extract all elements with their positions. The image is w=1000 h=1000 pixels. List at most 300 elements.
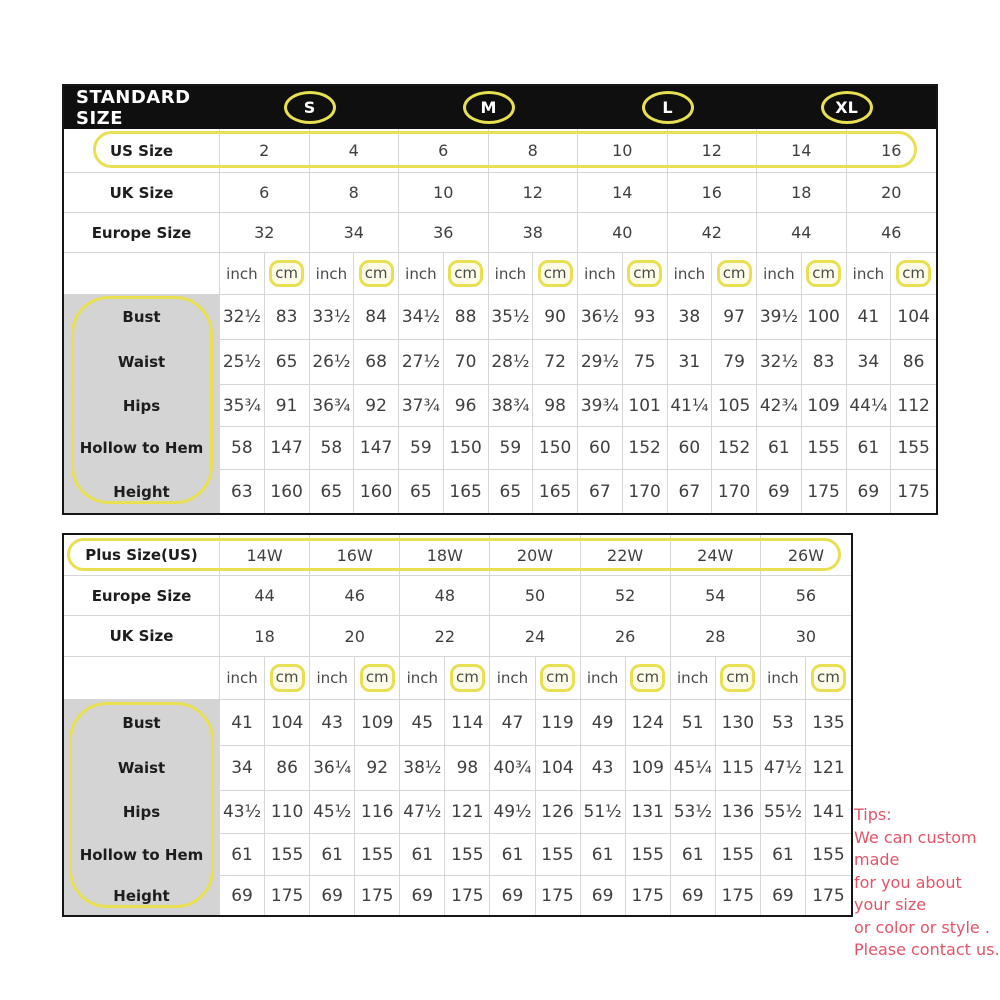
measurement-value: 53½	[671, 791, 716, 833]
table-row	[64, 469, 936, 513]
measurement-value: 155	[802, 427, 847, 469]
cm-unit-cell	[354, 253, 399, 294]
size-value: 26	[581, 616, 671, 656]
size-value: 22	[400, 616, 490, 656]
inch-unit-label: inch	[494, 264, 527, 283]
table-row	[64, 294, 936, 339]
size-group-oval-l: L	[642, 91, 694, 124]
measurement-value: 69	[490, 876, 535, 915]
measurement-value: 105	[712, 385, 757, 426]
size-value: 8	[310, 173, 400, 212]
inch-unit-cell	[399, 253, 444, 294]
table-row	[64, 384, 936, 426]
measurement-value: 68	[354, 340, 399, 384]
measurement-value: 65	[265, 340, 310, 384]
measurement-value: 88	[444, 295, 489, 339]
measurement-value: 26½	[310, 340, 355, 384]
size-value: 18	[220, 616, 310, 656]
measurement-value: 93	[623, 295, 668, 339]
size-value: 24	[490, 616, 580, 656]
measurement-value: 53	[761, 700, 806, 745]
measurement-value: 27½	[399, 340, 444, 384]
measurement-value: 147	[354, 427, 399, 469]
size-value: 8	[489, 129, 579, 172]
size-value: 46	[881, 223, 902, 242]
measurement-value: 92	[355, 746, 400, 790]
size-value: 44	[757, 213, 847, 252]
measurement-value: 34½	[399, 295, 444, 339]
measurement-value: 110	[265, 791, 310, 833]
measurement-value: 40¾	[490, 746, 535, 790]
measurement-value: 67	[578, 470, 623, 513]
inch-unit-label: inch	[316, 669, 348, 687]
inch-unit-cell	[489, 253, 534, 294]
row-label: Plus Size(US)	[64, 535, 220, 575]
table-row	[64, 656, 851, 699]
measurement-value: 92	[354, 385, 399, 426]
measurement-value: 59	[489, 427, 534, 469]
measurement-value: 155	[897, 438, 930, 458]
size-value: 2	[220, 129, 310, 172]
measurement-value: 104	[536, 746, 581, 790]
cm-unit-cell	[626, 657, 671, 699]
measurement-value: 37¾	[399, 385, 444, 426]
size-value: 50	[490, 576, 580, 615]
cm-unit-highlight: cm	[717, 260, 752, 288]
measurement-value: 41	[847, 295, 892, 339]
cm-unit-cell	[623, 253, 668, 294]
measurement-value: 69	[847, 470, 892, 513]
table-row	[64, 875, 851, 915]
measurement-value: 155	[626, 834, 671, 875]
size-value: 16	[881, 141, 902, 160]
measurement-label: Bust	[64, 295, 220, 339]
measurement-value: 119	[536, 700, 581, 745]
inch-unit-cell	[847, 253, 892, 294]
size-value: 34	[310, 213, 400, 252]
measurement-value: 33½	[310, 295, 355, 339]
measurement-value: 41	[220, 700, 265, 745]
row-label: UK Size	[64, 616, 220, 656]
inch-unit-label: inch	[406, 669, 439, 687]
size-value: 56	[795, 586, 817, 605]
measurement-value: 65	[310, 470, 355, 513]
measurement-value: 47½	[761, 746, 806, 790]
tips-title: Tips:	[854, 805, 892, 824]
measurement-value: 150	[533, 427, 578, 469]
measurement-value: 61	[490, 834, 535, 875]
measurement-value: 35½	[489, 295, 534, 339]
size-value: 52	[581, 576, 671, 615]
cm-unit-highlight: cm	[270, 664, 305, 692]
size-value: 20	[310, 616, 400, 656]
measurement-value: 98	[445, 746, 490, 790]
measurement-value: 152	[712, 427, 757, 469]
size-value: 26W	[787, 545, 825, 565]
table-row	[64, 575, 851, 615]
measurement-value: 38¾	[489, 385, 534, 426]
measurement-value: 109	[355, 700, 400, 745]
inch-unit-cell	[400, 657, 445, 699]
size-value: 20W	[490, 535, 580, 575]
measurement-value: 155	[265, 834, 310, 875]
measurement-label: Hips	[64, 385, 220, 426]
size-value: 14	[757, 129, 847, 172]
measurement-value: 98	[533, 385, 578, 426]
inch-unit-label: inch	[226, 669, 258, 687]
size-value: 54	[671, 576, 761, 615]
tips-line: We can custom made	[854, 827, 977, 869]
measurement-value: 61	[310, 834, 355, 875]
size-value: 48	[400, 576, 490, 615]
measurement-value: 155	[536, 834, 581, 875]
measurement-value: 34	[847, 340, 892, 384]
cm-unit-highlight: cm	[806, 260, 841, 288]
measurement-value: 67	[668, 470, 713, 513]
size-value: 46	[310, 576, 400, 615]
measurement-value: 65	[399, 470, 444, 513]
measurement-value: 58	[310, 427, 355, 469]
measurement-value: 51	[671, 700, 716, 745]
row-label: UK Size	[64, 173, 220, 212]
row-label: US Size	[64, 129, 220, 172]
measurement-value: 43½	[220, 791, 265, 833]
measurement-value: 41¼	[668, 385, 713, 426]
inch-unit-cell	[310, 657, 355, 699]
measurement-value: 114	[445, 700, 490, 745]
measurement-value: 121	[812, 758, 845, 778]
tips-lines	[854, 827, 1000, 962]
table-row	[64, 212, 936, 252]
size-value: 40	[578, 213, 668, 252]
measurement-value: 32½	[220, 295, 265, 339]
cm-unit-cell	[265, 657, 310, 699]
inch-unit-cell	[220, 657, 265, 699]
cm-unit-highlight: cm	[359, 260, 394, 288]
measurement-value: 126	[536, 791, 581, 833]
measurement-value: 39½	[757, 295, 802, 339]
size-value: 10	[399, 173, 489, 212]
cm-unit-highlight: cm	[360, 664, 395, 692]
unit-row-label	[64, 657, 220, 699]
inch-unit-cell	[220, 253, 265, 294]
measurement-value: 43	[310, 700, 355, 745]
inch-unit-cell	[757, 253, 802, 294]
size-value: 14	[578, 173, 668, 212]
measurement-label: Height	[64, 470, 220, 513]
cm-unit-cell	[445, 657, 490, 699]
measurement-value: 175	[626, 876, 671, 915]
measurement-value: 100	[802, 295, 847, 339]
measurement-value: 69	[581, 876, 626, 915]
measurement-label: Hips	[64, 791, 220, 833]
inch-unit-label: inch	[226, 264, 258, 283]
size-value: 30	[795, 626, 817, 646]
plus-size-table	[62, 533, 853, 917]
measurement-value: 69	[220, 876, 265, 915]
table-row	[64, 172, 936, 212]
row-label: Europe Size	[64, 576, 220, 615]
cm-unit-highlight: cm	[720, 664, 755, 692]
standard-size-title: STANDARD SIZE	[76, 86, 191, 129]
inch-unit-cell	[490, 657, 535, 699]
measurement-value: 47½	[400, 791, 445, 833]
measurement-value: 69	[400, 876, 445, 915]
measurement-value: 28½	[489, 340, 534, 384]
measurement-value: 170	[712, 470, 757, 513]
measurement-value: 25½	[220, 340, 265, 384]
plus-table-rows	[64, 535, 851, 915]
measurement-value: 155	[716, 834, 761, 875]
cm-unit-highlight: cm	[448, 260, 483, 288]
inch-unit-label: inch	[405, 264, 437, 283]
inch-unit-cell	[581, 657, 626, 699]
tips-note	[854, 804, 1000, 962]
measurement-value: 175	[536, 876, 581, 915]
measurement-label: Waist	[64, 340, 220, 384]
measurement-value: 61	[671, 834, 716, 875]
tips-line: or color or style .	[854, 917, 990, 937]
inch-unit-label: inch	[763, 264, 795, 283]
cm-unit-highlight: cm	[630, 664, 665, 692]
measurement-value: 175	[265, 876, 310, 915]
size-value: 32	[220, 213, 310, 252]
measurement-value: 43	[581, 746, 626, 790]
size-value: 22W	[581, 535, 671, 575]
measurement-value: 55½	[761, 791, 806, 833]
measurement-value: 36½	[578, 295, 623, 339]
measurement-value: 38½	[400, 746, 445, 790]
inch-unit-cell	[310, 253, 355, 294]
size-value: 36	[399, 213, 489, 252]
measurement-value: 47	[490, 700, 535, 745]
inch-unit-label: inch	[767, 669, 799, 687]
inch-unit-label: inch	[584, 264, 616, 283]
size-value: 14W	[220, 535, 310, 575]
standard-table-rows	[64, 129, 936, 513]
size-value: 4	[310, 129, 400, 172]
measurement-value: 72	[533, 340, 578, 384]
cm-unit-highlight: cm	[627, 260, 662, 288]
table-row	[64, 426, 936, 469]
inch-unit-label: inch	[496, 669, 529, 687]
inch-unit-cell	[671, 657, 716, 699]
table-row	[64, 339, 936, 384]
cm-unit-highlight: cm	[450, 664, 485, 692]
inch-unit-cell	[578, 253, 623, 294]
table-row	[64, 790, 851, 833]
size-value: 18	[757, 173, 847, 212]
inch-unit-label: inch	[315, 264, 348, 283]
size-value: 42	[668, 213, 758, 252]
measurement-value: 60	[668, 427, 713, 469]
measurement-value: 32½	[757, 340, 802, 384]
measurement-value: 69	[671, 876, 716, 915]
measurement-value: 150	[444, 427, 489, 469]
cm-unit-cell	[355, 657, 400, 699]
size-group-oval-m: M	[463, 91, 515, 124]
measurement-value: 175	[355, 876, 400, 915]
inch-unit-label: inch	[852, 264, 885, 283]
measurement-value: 60	[578, 427, 623, 469]
inch-unit-cell	[668, 253, 713, 294]
measurement-value: 39¾	[578, 385, 623, 426]
cm-unit-cell	[444, 253, 489, 294]
size-value: 12	[489, 173, 579, 212]
cm-unit-highlight: cm	[811, 664, 846, 692]
size-group-slot	[220, 91, 399, 124]
cm-unit-cell	[265, 253, 310, 294]
measurement-value: 104	[897, 307, 930, 327]
measurement-value: 175	[445, 876, 490, 915]
size-value: 12	[668, 129, 758, 172]
size-value: 24W	[671, 535, 761, 575]
measurement-value: 83	[265, 295, 310, 339]
measurement-value: 36¾	[310, 385, 355, 426]
measurement-value: 58	[220, 427, 265, 469]
cm-unit-cell	[716, 657, 761, 699]
cm-unit-highlight: cm	[540, 664, 575, 692]
measurement-value: 61	[400, 834, 445, 875]
measurement-value: 61	[757, 427, 802, 469]
size-value: 28	[671, 616, 761, 656]
size-group-oval-xl: XL	[821, 91, 873, 124]
measurement-value: 61	[761, 834, 806, 875]
measurement-value: 70	[444, 340, 489, 384]
size-group-slot	[578, 91, 757, 124]
measurement-value: 65	[489, 470, 534, 513]
measurement-value: 104	[265, 700, 310, 745]
table-row	[64, 615, 851, 656]
tips-line: for you about your size	[854, 872, 962, 914]
cm-unit-cell	[712, 253, 757, 294]
measurement-value: 69	[761, 876, 806, 915]
measurement-value: 38	[668, 295, 713, 339]
size-group-oval-s: S	[284, 91, 336, 124]
size-value: 6	[220, 173, 310, 212]
measurement-value: 45¼	[671, 746, 716, 790]
table-row	[64, 745, 851, 790]
size-value: 16W	[310, 535, 400, 575]
row-label: Europe Size	[64, 213, 220, 252]
tips-line: Please contact us.	[854, 940, 1000, 959]
measurement-value: 175	[897, 481, 930, 502]
unit-row-label	[64, 253, 220, 294]
measurement-value: 45½	[310, 791, 355, 833]
inch-unit-label: inch	[677, 669, 709, 687]
standard-table-header	[64, 86, 936, 129]
measurement-value: 170	[623, 470, 668, 513]
measurement-value: 83	[802, 340, 847, 384]
measurement-value: 61	[581, 834, 626, 875]
measurement-value: 116	[355, 791, 400, 833]
inch-unit-cell	[761, 657, 806, 699]
measurement-value: 141	[812, 802, 845, 822]
measurement-value: 31	[668, 340, 713, 384]
measurement-value: 96	[444, 385, 489, 426]
table-row	[64, 129, 936, 172]
size-value: 10	[578, 129, 668, 172]
measurement-value: 44¼	[847, 385, 892, 426]
table-row	[64, 252, 936, 294]
measurement-value: 175	[716, 876, 761, 915]
cm-unit-cell	[891, 253, 936, 294]
inch-unit-label: inch	[673, 264, 706, 283]
cm-unit-highlight: cm	[269, 260, 304, 288]
size-value: 44	[220, 576, 310, 615]
measurement-value: 51½	[581, 791, 626, 833]
measurement-label: Waist	[64, 746, 220, 790]
measurement-value: 121	[445, 791, 490, 833]
measurement-value: 97	[712, 295, 757, 339]
measurement-value: 101	[623, 385, 668, 426]
inch-unit-label: inch	[586, 669, 619, 687]
measurement-value: 160	[354, 470, 399, 513]
measurement-value: 59	[399, 427, 444, 469]
cm-unit-cell	[533, 253, 578, 294]
measurement-value: 86	[902, 352, 925, 372]
measurement-value: 79	[712, 340, 757, 384]
measurement-label: Bust	[64, 700, 220, 745]
measurement-value: 63	[220, 470, 265, 513]
size-value: 18W	[400, 535, 490, 575]
measurement-value: 155	[812, 844, 845, 865]
measurement-value: 160	[265, 470, 310, 513]
measurement-value: 136	[716, 791, 761, 833]
measurement-value: 155	[445, 834, 490, 875]
measurement-value: 130	[716, 700, 761, 745]
measurement-value: 147	[265, 427, 310, 469]
measurement-label: Height	[64, 876, 220, 915]
measurement-value: 112	[897, 395, 930, 416]
measurement-value: 109	[626, 746, 671, 790]
measurement-value: 175	[812, 885, 845, 906]
measurement-value: 61	[847, 427, 892, 469]
measurement-value: 36¼	[310, 746, 355, 790]
cm-unit-highlight: cm	[538, 260, 573, 288]
measurement-value: 91	[265, 385, 310, 426]
measurement-value: 34	[220, 746, 265, 790]
cm-unit-cell	[802, 253, 847, 294]
measurement-value: 135	[812, 712, 845, 733]
table-row	[64, 833, 851, 875]
size-value: 38	[489, 213, 579, 252]
measurement-value: 61	[220, 834, 265, 875]
measurement-value: 49½	[490, 791, 535, 833]
measurement-value: 175	[802, 470, 847, 513]
measurement-value: 75	[623, 340, 668, 384]
measurement-value: 155	[355, 834, 400, 875]
table-row	[64, 699, 851, 745]
measurement-value: 109	[802, 385, 847, 426]
measurement-value: 69	[757, 470, 802, 513]
size-value: 20	[881, 183, 902, 202]
size-group-slot	[399, 91, 578, 124]
measurement-value: 124	[626, 700, 671, 745]
size-value: 6	[399, 129, 489, 172]
measurement-value: 69	[310, 876, 355, 915]
size-group-slot	[757, 91, 936, 124]
size-value: 16	[668, 173, 758, 212]
table-row	[64, 535, 851, 575]
standard-size-table	[62, 84, 938, 515]
measurement-value: 152	[623, 427, 668, 469]
measurement-label: Hollow to Hem	[64, 427, 220, 469]
measurement-value: 35¾	[220, 385, 265, 426]
measurement-value: 45	[400, 700, 445, 745]
measurement-value: 131	[626, 791, 671, 833]
measurement-value: 90	[533, 295, 578, 339]
